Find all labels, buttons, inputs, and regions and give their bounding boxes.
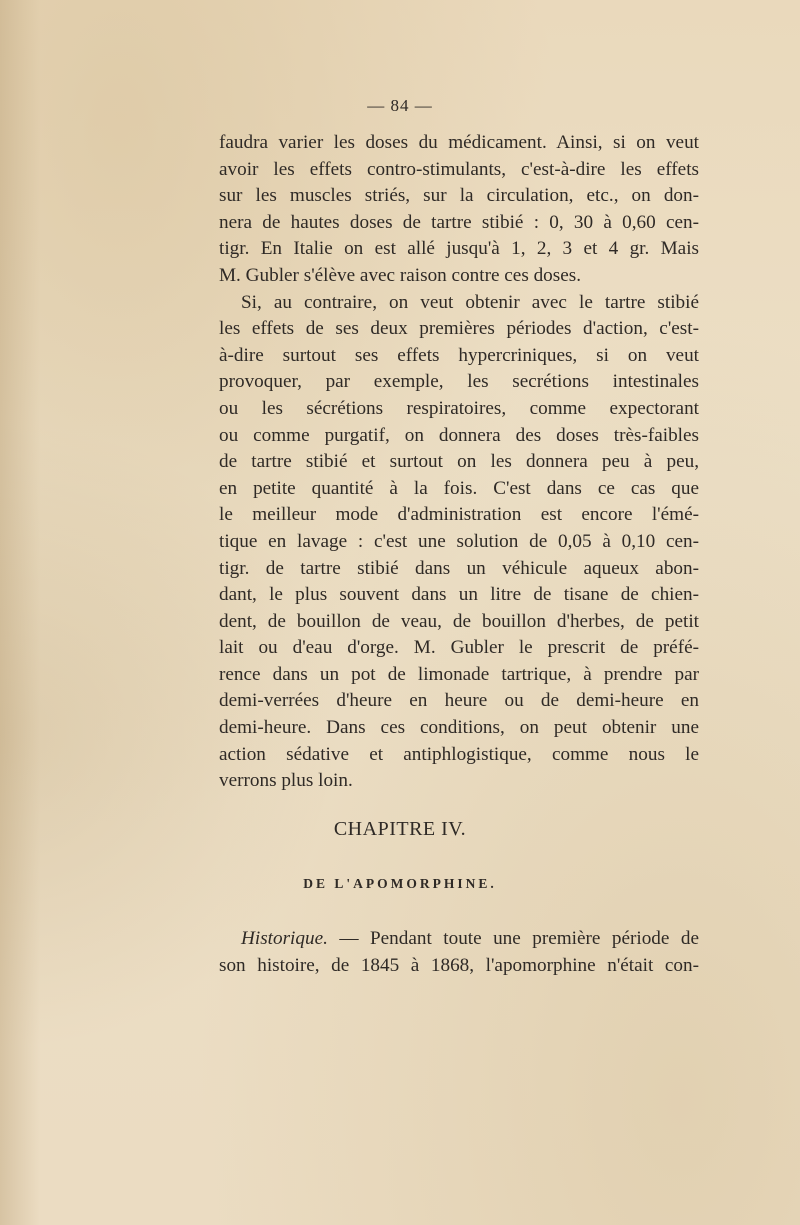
page-number: — 84 — [367, 96, 433, 115]
text-line: M. Gubler s'élève avec raison contre ces doses. [219, 264, 582, 286]
text-line: faudra varier les doses du médicament. Ainsi, si on veut [219, 132, 699, 153]
text-line: le meilleur mode d'administration est encore l'émé- [219, 504, 699, 526]
text-line: en petite quantité à la fois. C'est dans ce cas que [219, 477, 699, 499]
text-line: les effets de ses deux premières périodes d'action, c'est- [219, 318, 699, 340]
text-line: son histoire, de 1845 à 1868, l'apomorphine n'était con- [219, 954, 699, 976]
text-line: ou comme purgatif, on donnera des doses très-faibles [219, 424, 699, 446]
text-line: tigr. En Italie on est allé jusqu'à 1, 2, 3 et 4 gr. Mais [219, 238, 699, 260]
history-section [219, 925, 699, 978]
main-text [219, 130, 699, 795]
section-lead-text: — Pendant toute une première période de [327, 928, 699, 949]
text-line [219, 925, 699, 952]
chapter-title: CHAPITRE IV. [333, 818, 467, 840]
paragraph-2 [219, 290, 699, 795]
text-line: provoquer, par exemple, les secrétions intestinales [219, 371, 699, 393]
text-line: nera de hautes doses de tartre stibié : 0, 30 à 0,60 cen- [219, 211, 699, 233]
text-line: demi-verrées d'heure en heure ou de demi-heure en [219, 690, 699, 712]
text-line: sur les muscles striés, sur la circulation, etc., on don- [219, 185, 699, 207]
text-line: dant, le plus souvent dans un litre de tisane de chien- [219, 584, 699, 606]
text-line: action sédative et antiphlogistique, comme nous le [219, 743, 699, 765]
text-line: tigr. de tartre stibié dans un véhicule aqueux abon- [219, 557, 699, 579]
text-line: demi-heure. Dans ces conditions, on peut obtenir une [219, 717, 699, 739]
paragraph-1 [219, 130, 699, 290]
text-line: ou les sécrétions respiratoires, comme expectorant [219, 397, 699, 419]
chapter-subtitle: DE L'APOMORPHINE. [303, 876, 497, 891]
text-line: verrons plus loin. [219, 770, 353, 792]
text-line: lait ou d'eau d'orge. M. Gubler le prescrit de préfé- [219, 637, 699, 659]
text-line: Si, au contraire, on veut obtenir avec le tartre stibié [241, 291, 699, 313]
text-line: tique en lavage : c'est une solution de 0,05 à 0,10 cen- [219, 530, 699, 552]
text-line: avoir les effets contro-stimulants, c'est-à-dire les effets [219, 158, 699, 180]
text-line: rence dans un pot de limonade tartrique, à prendre par [219, 663, 699, 685]
text-line: dent, de bouillon de veau, de bouillon d'herbes, de petit [219, 610, 699, 632]
text-line: de tartre stibié et surtout on les donnera peu à peu, [219, 451, 699, 473]
section-lead: Historique. [241, 928, 328, 949]
page-edge-shadow [0, 0, 40, 1225]
text-line: à-dire surtout ses effets hypercriniques, si on veut [219, 344, 699, 366]
